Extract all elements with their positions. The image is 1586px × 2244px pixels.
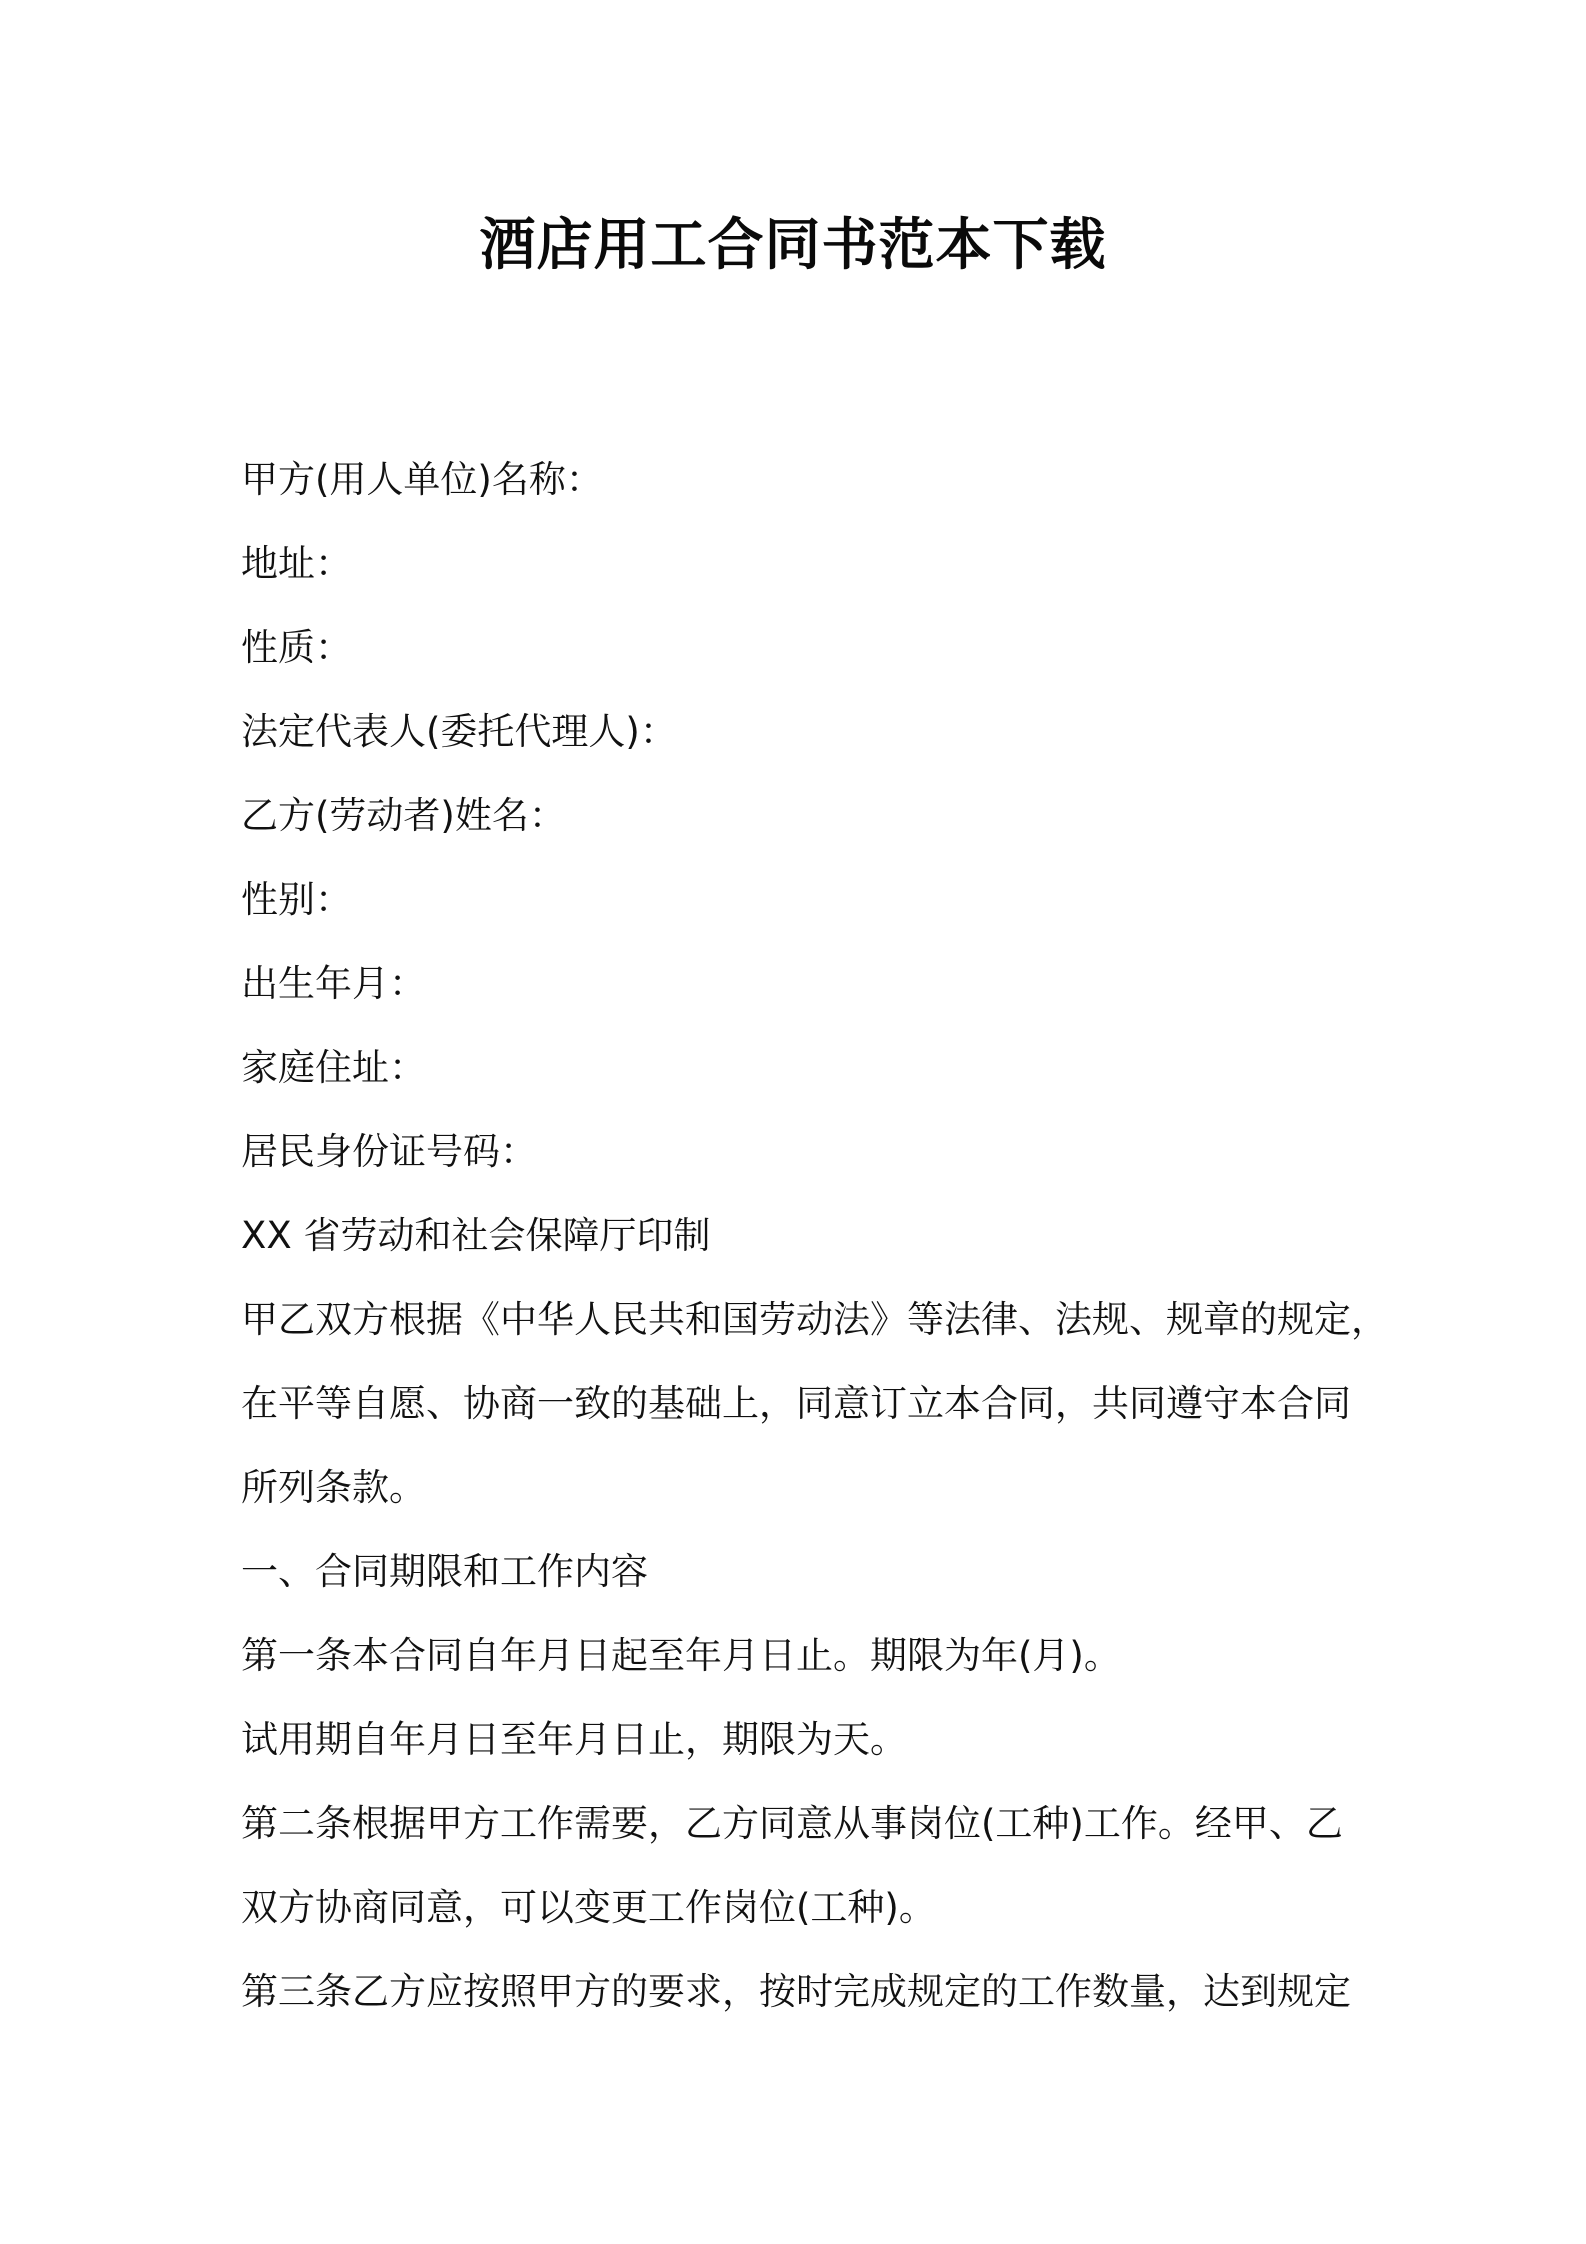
section-heading: 一、合同期限和工作内容 [241,1550,648,1593]
field-employee-home-address: 家庭住址： [241,1046,426,1089]
printing-authority: XX 省劳动和社会保障厅印制 [241,1214,711,1257]
article-line: 试用期自年月日至年月日止，期限为天。 [241,1718,907,1761]
document-body [241,449,1388,2045]
preamble-line: 所列条款。 [241,1466,426,1509]
article-line: 第二条根据甲方工作需要，乙方同意从事岗位(工种)工作。经甲、乙 [241,1802,1343,1845]
article-line: 第一条本合同自年月日起至年月日止。期限为年(月)。 [241,1634,1121,1677]
field-employee-birth: 出生年月： [241,962,426,1005]
article-line: 第三条乙方应按照甲方的要求，按时完成规定的工作数量，达到规定 [241,1970,1351,2013]
field-employee-gender: 性别： [241,878,352,921]
preamble-line: 甲乙双方根据《中华人民共和国劳动法》等法律、法规、规章的规定， [241,1298,1388,1341]
field-employer-address: 地址： [241,542,352,585]
field-employer-name: 甲方(用人单位)名称： [241,458,603,501]
field-employer-nature: 性质： [241,626,352,669]
field-employee-name: 乙方(劳动者)姓名： [241,794,566,837]
field-employee-id-number: 居民身份证号码： [241,1130,537,1173]
article-line: 双方协商同意，可以变更工作岗位(工种)。 [241,1886,936,1929]
field-legal-representative: 法定代表人(委托代理人)： [241,710,677,753]
document-title: 酒店用工合同书范本下载 [479,213,1107,278]
preamble-line: 在平等自愿、协商一致的基础上，同意订立本合同，共同遵守本合同 [241,1382,1351,1425]
